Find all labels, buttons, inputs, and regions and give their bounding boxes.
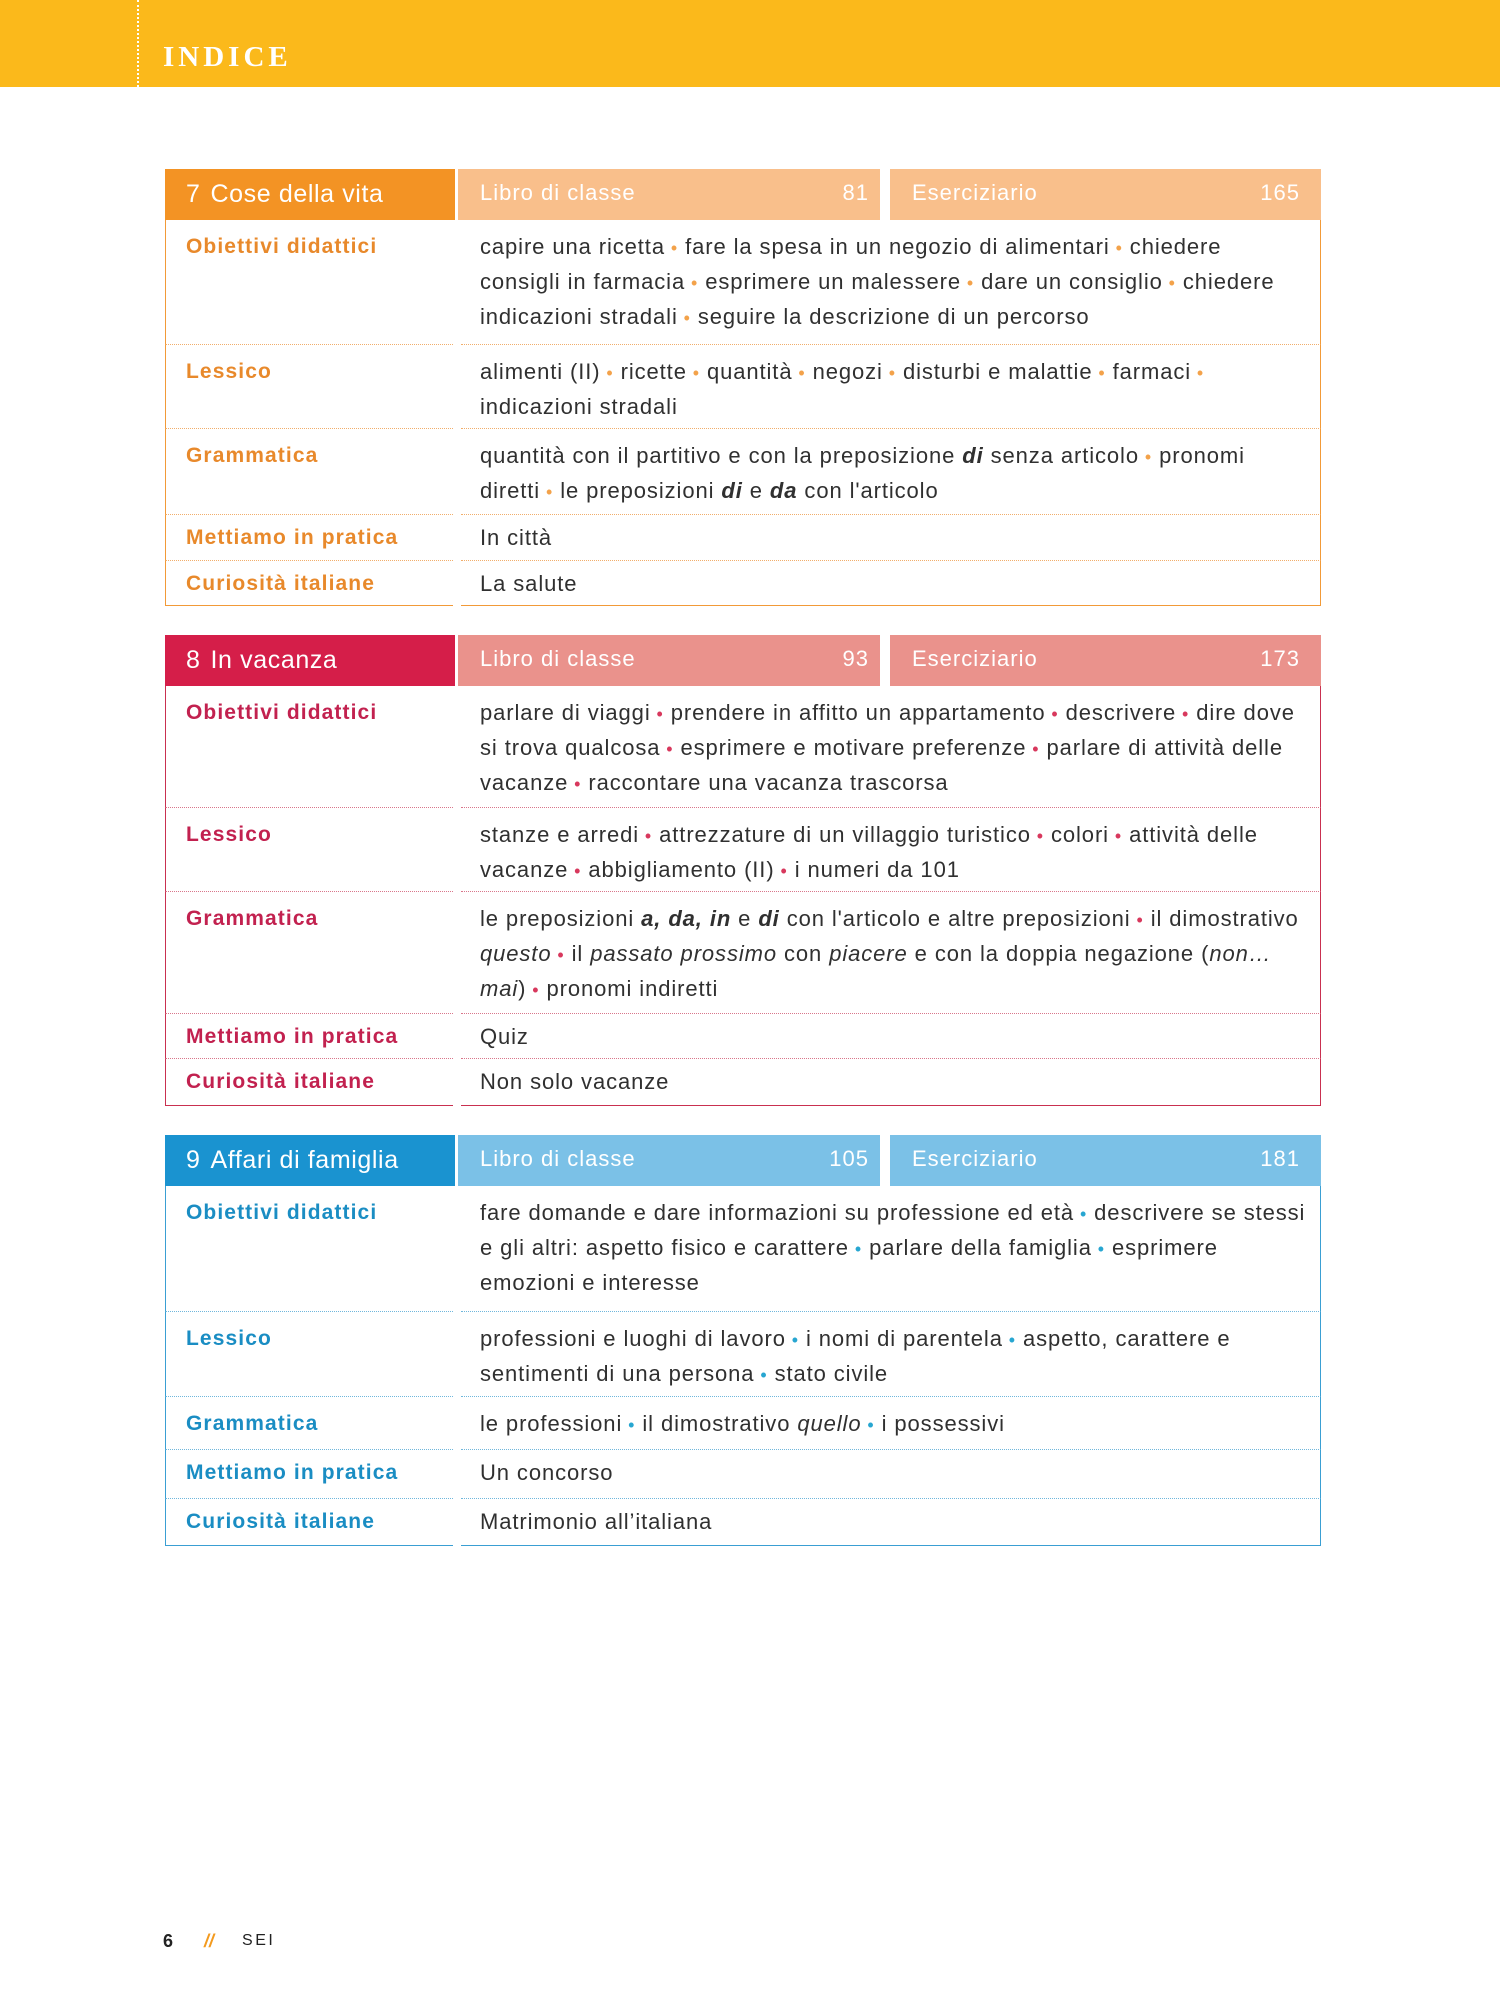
practice-row [165, 1014, 1321, 1059]
content-item: aspetto, carattere e sentimenti di una persona • [480, 1326, 1231, 1386]
content-item: pronomi indiretti [546, 976, 719, 1001]
content-item [480, 906, 1144, 931]
eserciziario-cell [890, 1135, 1321, 1186]
text-segment: il dimostrativo [642, 1411, 798, 1436]
content-item: parlare di viaggi • [480, 700, 664, 725]
emphasized-term: piacere [829, 941, 908, 966]
chapter-header [165, 169, 1321, 220]
libro-di-classe-label: Libro di classe [480, 646, 636, 671]
emphasized-term: questo [480, 941, 552, 966]
row-label: Obiettivi didattici [165, 1186, 453, 1312]
content-item: capire una ricetta • [480, 234, 678, 259]
row-label: Mettiamo in pratica [165, 1450, 453, 1499]
content-item: chiedere consigli in farmacia • [480, 234, 1221, 294]
text-segment: il dimostrativo [1150, 906, 1299, 931]
grammar-row [165, 1397, 1321, 1450]
libro-di-classe-page: 81 [842, 180, 869, 205]
text-segment: e [731, 906, 759, 931]
chapter-number: 9 [186, 1146, 201, 1174]
row-label: Mettiamo in pratica [165, 515, 453, 561]
row-content [461, 561, 1321, 606]
chapter-7-block [165, 169, 1321, 606]
emphasized-term: di [962, 443, 984, 468]
emphasized-term: di [758, 906, 780, 931]
header-divider [137, 0, 139, 87]
learning-objectives-row [165, 686, 1321, 808]
row-content [461, 686, 1321, 808]
row-content [461, 1312, 1321, 1397]
content-item: abbigliamento (II) • [588, 857, 787, 882]
book-title: SEI [242, 1932, 276, 1949]
row-content [461, 892, 1321, 1014]
content-item: Matrimonio all’italiana [480, 1509, 713, 1534]
row-content [461, 1450, 1321, 1499]
content-item: alimenti (II) • [480, 359, 614, 384]
emphasized-term: non… mai [480, 941, 1272, 1001]
content-item: Un concorso [480, 1460, 614, 1485]
page-footer [163, 1929, 275, 1953]
text-segment: con l'articolo e altre preposizioni [779, 906, 1131, 931]
chapter-number: 7 [186, 180, 201, 208]
content-item [642, 1411, 874, 1436]
row-label: Grammatica [165, 429, 453, 515]
content-item: ricette • [621, 359, 700, 384]
content-item: esprimere e motivare preferenze • [681, 735, 1040, 760]
content-item: In città [480, 525, 553, 550]
content-item: indicazioni stradali [480, 394, 678, 419]
content-item: i nomi di parentela • [806, 1326, 1016, 1351]
libro-di-classe-page: 105 [829, 1146, 869, 1171]
row-label: Grammatica [165, 1397, 453, 1450]
chapter-title-cell [165, 1135, 455, 1186]
content-item: negozi • [813, 359, 896, 384]
row-label: Obiettivi didattici [165, 220, 453, 345]
learning-objectives-row [165, 1186, 1321, 1312]
row-label: Curiosità italiane [165, 561, 453, 606]
curiosity-row [165, 1499, 1321, 1546]
text-segment: e [742, 478, 770, 503]
content-item: attrezzature di un villaggio turistico • [659, 822, 1044, 847]
content-item: stato civile [774, 1361, 889, 1386]
row-content [461, 1499, 1321, 1546]
libro-di-classe-label: Libro di classe [480, 180, 636, 205]
row-content [461, 808, 1321, 892]
content-item: fare domande e dare informazioni su professione ed età • [480, 1200, 1087, 1225]
vocabulary-row [165, 1312, 1321, 1397]
libro-di-classe-cell [458, 1135, 880, 1186]
emphasized-term: a, da, in [641, 906, 732, 931]
content-item: Non solo vacanze [480, 1069, 670, 1094]
content-item: stanze e arredi • [480, 822, 652, 847]
content-item: parlare della famiglia • [869, 1235, 1105, 1260]
content-item [560, 478, 938, 503]
grammar-row [165, 429, 1321, 515]
row-content [461, 515, 1321, 561]
learning-objectives-row [165, 220, 1321, 345]
content-item: pronomi diretti • [480, 443, 1245, 503]
chapter-title: Cose della vita [210, 180, 384, 208]
row-content [461, 1186, 1321, 1312]
chapter-title: Affari di famiglia [210, 1146, 399, 1174]
content-item [480, 443, 1152, 468]
grammar-row [165, 892, 1321, 1014]
emphasized-term: di [721, 478, 743, 503]
curiosity-row [165, 1059, 1321, 1106]
row-label: Grammatica [165, 892, 453, 1014]
content-item: colori • [1051, 822, 1122, 847]
row-label: Curiosità italiane [165, 1499, 453, 1546]
content-item: La salute [480, 571, 578, 596]
chapter-title-cell [165, 169, 455, 220]
eserciziario-label: Eserciziario [912, 180, 1038, 205]
row-label: Obiettivi didattici [165, 686, 453, 808]
text-segment: senza articolo [983, 443, 1139, 468]
text-segment: e con la doppia negazione ( [907, 941, 1210, 966]
libro-di-classe-cell [458, 635, 880, 686]
text-segment: ) [518, 976, 527, 1001]
chapter-title: In vacanza [210, 646, 338, 674]
eserciziario-cell [890, 635, 1321, 686]
content-item: quantità • [707, 359, 806, 384]
content-item: raccontare una vacanza trascorsa [588, 770, 949, 795]
footer-separator: // [204, 1931, 215, 1951]
text-segment: quantità con il partitivo e con la preposizione [480, 443, 963, 468]
eserciziario-label: Eserciziario [912, 646, 1038, 671]
chapter-9-block [165, 1135, 1321, 1546]
emphasized-term: da [769, 478, 798, 503]
row-content [461, 345, 1321, 429]
content-item: esprimere emozioni e interesse [480, 1235, 1218, 1295]
chapter-8-block [165, 635, 1321, 1106]
header-bar [0, 0, 1500, 87]
eserciziario-label: Eserciziario [912, 1146, 1038, 1171]
eserciziario-page: 181 [1260, 1146, 1300, 1171]
content-item: chiedere indicazioni stradali • [480, 269, 1274, 329]
content-item: descrivere • [1066, 700, 1190, 725]
row-content [461, 1059, 1321, 1106]
row-label: Curiosità italiane [165, 1059, 453, 1106]
row-label: Lessico [165, 345, 453, 429]
content-item: dire dove si trova qualcosa • [480, 700, 1295, 760]
content-item: descrivere se stessi e gli altri: aspetto fisico e carattere • [480, 1200, 1305, 1260]
eserciziario-cell [890, 169, 1321, 220]
content-item: farmaci • [1113, 359, 1205, 384]
content-item: le professioni • [480, 1411, 635, 1436]
eserciziario-page: 165 [1260, 180, 1300, 205]
content-item: i numeri da 101 [794, 857, 960, 882]
row-label: Lessico [165, 808, 453, 892]
emphasized-term: quello [797, 1411, 862, 1436]
content-item: prendere in affitto un appartamento • [671, 700, 1059, 725]
practice-row [165, 515, 1321, 561]
row-content [461, 429, 1321, 515]
text-segment: il [571, 941, 591, 966]
content-item: seguire la descrizione di un percorso [697, 304, 1090, 329]
row-content [461, 220, 1321, 345]
text-segment: con l'articolo [797, 478, 939, 503]
row-label: Mettiamo in pratica [165, 1014, 453, 1059]
content-item: i possessivi [881, 1411, 1005, 1436]
page-number: 6 [163, 1931, 174, 1951]
content-item: esprimere un malessere • [705, 269, 974, 294]
libro-di-classe-label: Libro di classe [480, 1146, 636, 1171]
page-title: INDICE [163, 41, 292, 73]
chapter-title-cell [165, 635, 455, 686]
libro-di-classe-page: 93 [842, 646, 869, 671]
row-label: Lessico [165, 1312, 453, 1397]
chapter-header [165, 635, 1321, 686]
content-item: dare un consiglio • [981, 269, 1176, 294]
content-item: attività delle vacanze • [480, 822, 1258, 882]
row-content [461, 1397, 1321, 1450]
content-item: parlare di attività delle vacanze • [480, 735, 1283, 795]
content-item: professioni e luoghi di lavoro • [480, 1326, 799, 1351]
content-item: disturbi e malattie • [903, 359, 1106, 384]
text-segment: le preposizioni [560, 478, 722, 503]
vocabulary-row [165, 808, 1321, 892]
eserciziario-page: 173 [1260, 646, 1300, 671]
vocabulary-row [165, 345, 1321, 429]
text-segment: le preposizioni [480, 906, 642, 931]
content-item: Quiz [480, 1024, 529, 1049]
content-item: fare la spesa in un negozio di alimentari • [685, 234, 1123, 259]
row-content [461, 1014, 1321, 1059]
libro-di-classe-cell [458, 169, 880, 220]
emphasized-term: passato prossimo [590, 941, 777, 966]
curiosity-row [165, 561, 1321, 606]
chapter-header [165, 1135, 1321, 1186]
chapter-number: 8 [186, 646, 201, 674]
practice-row [165, 1450, 1321, 1499]
text-segment: con [777, 941, 830, 966]
